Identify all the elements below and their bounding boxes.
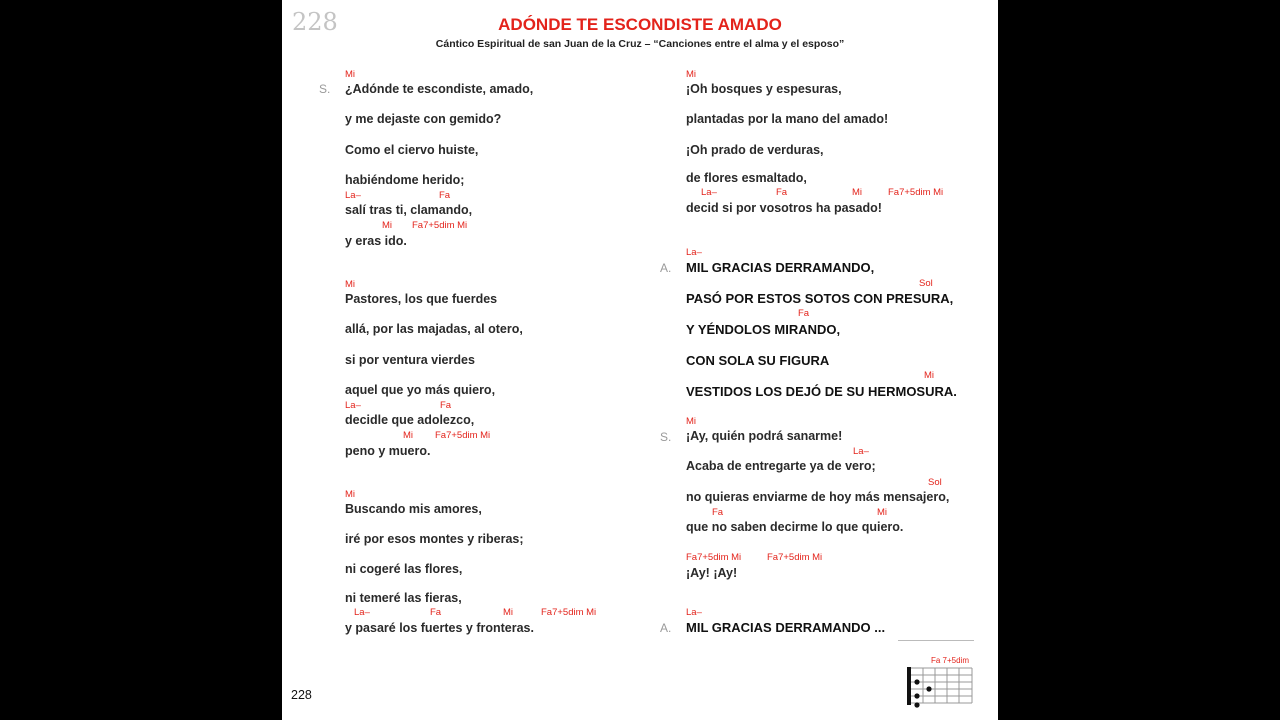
chord: Mi [503, 607, 514, 618]
chord-diagram [906, 664, 974, 708]
chord: La– [701, 187, 717, 198]
chord: La– [354, 607, 370, 618]
chord: Fa [439, 190, 451, 201]
chord: Fa7+5dim Mi [541, 607, 597, 618]
lyric-line: y me dejaste con gemido? [345, 112, 502, 126]
lyric-line: ¡Ay, quién podrá sanarme! [686, 429, 843, 443]
chord: Mi [686, 69, 697, 80]
song-subtitle: Cántico Espiritual de san Juan de la Cruz – “Canciones entre el alma y el esposo” [435, 38, 845, 50]
lyric-line: ¡Ay! ¡Ay! [686, 566, 738, 580]
chord: Mi [924, 370, 935, 381]
chord-diagram-label: Fa 7+5dim [931, 656, 970, 665]
song-title: ADÓNDE TE ESCONDISTE AMADO [498, 15, 782, 34]
lyric-line: ¡Oh bosques y espesuras, [686, 82, 842, 96]
song-page [282, 0, 998, 720]
lyric-line: que no saben decirme lo que quiero. [686, 520, 904, 534]
chord: Fa [798, 308, 810, 319]
chord: La– [686, 607, 702, 618]
lyric-line: y pasaré los fuertes y fronteras. [345, 621, 534, 635]
lyric-line: plantadas por la mano del amado! [686, 112, 889, 126]
voice-marker: S. [660, 430, 672, 444]
voice-marker: A. [660, 261, 672, 275]
lyric-line: CON SOLA SU FIGURA [686, 353, 830, 368]
chord: Fa [776, 187, 788, 198]
lyric-line: de flores esmaltado, [686, 171, 807, 185]
chord: Fa [440, 400, 452, 411]
chord: Mi [345, 279, 356, 290]
lyric-line: y eras ido. [345, 234, 407, 248]
lyric-line: Acaba de entregarte ya de vero; [686, 459, 876, 473]
chord: Mi [403, 430, 414, 441]
lyric-line: Pastores, los que fuerdes [345, 292, 498, 306]
chord: Fa7+5dim Mi [767, 552, 823, 563]
chord: Mi [345, 69, 356, 80]
lyric-line: habiéndome herido; [345, 173, 465, 187]
lyric-line: salí tras ti, clamando, [345, 203, 473, 217]
lyric-line: peno y muero. [345, 444, 431, 458]
lyric-line: MIL GRACIAS DERRAMANDO, [686, 260, 875, 275]
lyric-line: ¿Adónde te escondiste, amado, [345, 82, 534, 96]
lyric-line: si por ventura vierdes [345, 353, 475, 367]
voice-marker: A. [660, 621, 672, 635]
chord: Fa7+5dim Mi [412, 220, 468, 231]
chord: Sol [928, 477, 942, 488]
divider [898, 640, 974, 641]
lyric-line: iré por esos montes y riberas; [345, 532, 524, 546]
page-number-top: 228 [292, 8, 338, 36]
lyric-line: aquel que yo más quiero, [345, 383, 496, 397]
lyric-line: Y YÉNDOLOS MIRANDO, [686, 322, 841, 337]
lyric-line: decid si por vosotros ha pasado! [686, 201, 882, 215]
chord: Sol [919, 278, 933, 289]
chord: Mi [852, 187, 863, 198]
chord: Fa7+5dim Mi [888, 187, 944, 198]
chord: La– [345, 400, 361, 411]
lyric-line: VESTIDOS LOS DEJÓ DE SU HERMOSURA. [686, 384, 957, 399]
lyric-line: PASÓ POR ESTOS SOTOS CON PRESURA, [686, 291, 954, 306]
lyric-line: ¡Oh prado de verduras, [686, 143, 824, 157]
lyric-line: no quieras enviarme de hoy más mensajero, [686, 490, 950, 504]
chord: Fa7+5dim Mi [686, 552, 742, 563]
chord: Mi [345, 489, 356, 500]
lyric-line: ni temeré las fieras, [345, 591, 462, 605]
lyric-line: Como el ciervo huiste, [345, 143, 479, 157]
chord: La– [853, 446, 869, 457]
chord: Fa [712, 507, 724, 518]
chord: Fa7+5dim Mi [435, 430, 491, 441]
lyric-line: decidle que adolezco, [345, 413, 475, 427]
lyric-line: ni cogeré las flores, [345, 562, 463, 576]
page-number-bottom: 228 [291, 688, 312, 702]
voice-marker: S. [319, 82, 331, 96]
chord: Mi [877, 507, 888, 518]
lyric-line: MIL GRACIAS DERRAMANDO ... [686, 620, 886, 635]
chord: Fa [430, 607, 442, 618]
chord: La– [345, 190, 361, 201]
chord: Mi [382, 220, 393, 231]
chord: La– [686, 247, 702, 258]
lyric-line: Buscando mis amores, [345, 502, 482, 516]
chord: Mi [686, 416, 697, 427]
lyric-line: allá, por las majadas, al otero, [345, 322, 523, 336]
